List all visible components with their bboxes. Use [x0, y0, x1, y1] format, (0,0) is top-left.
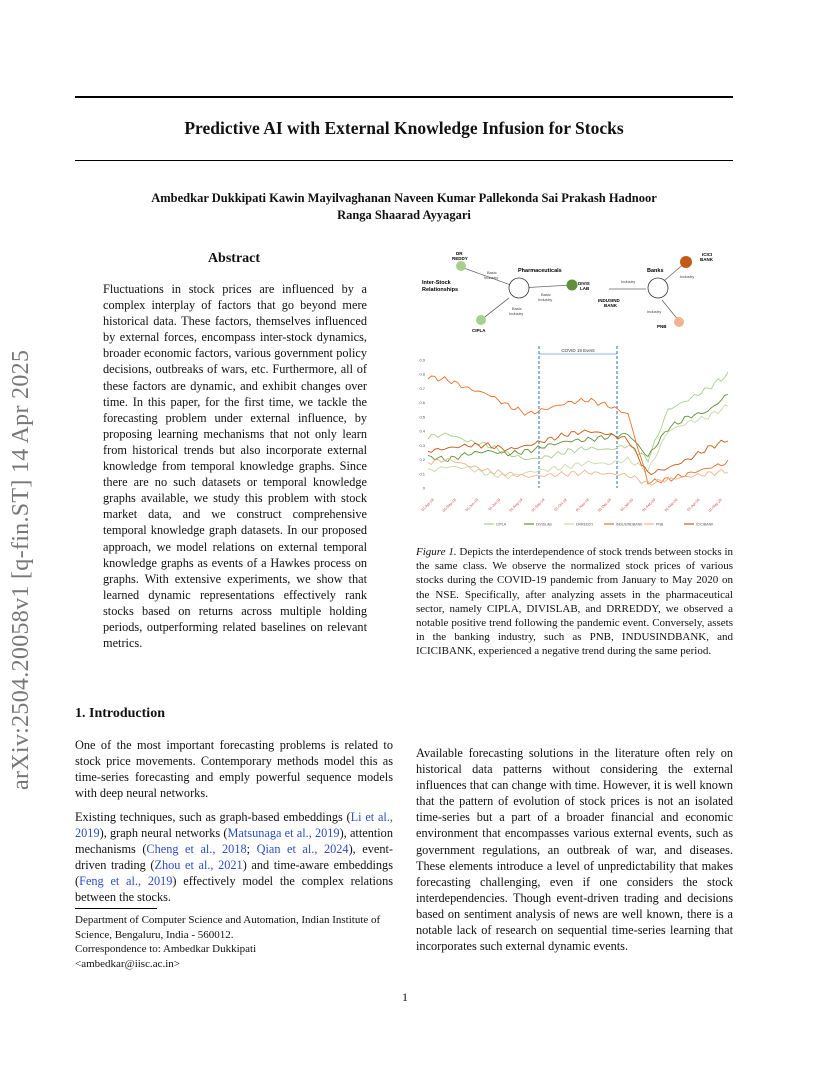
y-tick-label: 0: [422, 485, 425, 491]
citation-link[interactable]: Qian et al., 2024: [256, 842, 349, 856]
pnb-label: PNB: [657, 324, 667, 329]
y-tick-label: 0.1: [419, 471, 425, 477]
intro-paragraph-2: [75, 809, 393, 905]
citation-link[interactable]: Cheng et al., 2018: [146, 842, 247, 856]
text-run: ), attention mechanisms (: [75, 826, 393, 856]
banks-label: Banks: [647, 268, 664, 274]
authors-line-1: Ambedkar Dukkipati Kawin Mayilvaghanan Naveen Kumar Pallekonda Sai Prakash Hadnoor: [151, 191, 657, 205]
intro-paragraph-1: One of the most important forecasting problems is related to stock price movements. Contemporary methods model this as time-series forecasting and emply powerful sequence models with deep neural networks.: [75, 738, 393, 800]
x-tick-label: 01-Feb-20: [641, 497, 657, 513]
abstract-heading: Abstract: [207, 251, 261, 266]
page-number: 1: [402, 990, 408, 1004]
edge-label-industry-1: Industry: [621, 279, 636, 284]
citation-link[interactable]: Zhou et al., 2021: [154, 858, 243, 872]
series-line-pnb: [428, 458, 728, 485]
x-tick-label: 01-Aug-19: [508, 497, 524, 513]
arxiv-stamp: arXiv:2504.20058v1 [q-fin.ST] 14 Apr 2025: [8, 349, 34, 790]
title-bottom-rule: [75, 160, 733, 161]
x-tick-label: 01-Nov-19: [575, 497, 590, 513]
figure-caption-text: Depicts the interdependence of stock trends between stocks in the same class. We observe the normalized stock prices of various stocks during the COVID-19 pandemic from January to May 2020 on the NSE. Specifically, after analyzing assets in the pharmaceutical sector, namely CIPLA, DIVISLAB, and DRREDDY, we observed a notable positive trend following the pandemic event. Conversely, assets in the banking industry, such as PNB, INDUSINDBANK, and ICICIBANK, experienced a negative trend during the same period.: [416, 546, 734, 658]
figure-label: Figure 1.: [416, 546, 457, 558]
edge-label-industry-3: Industry: [647, 309, 662, 314]
x-tick-label: 01-May-19: [441, 497, 457, 513]
text-run: ), graph neural networks (: [99, 826, 228, 840]
title-top-rule: [75, 96, 733, 98]
text-run: ) effectively model the complex relations between the stocks.: [75, 874, 393, 904]
legend-label: DRREDDY: [576, 522, 594, 527]
icicibank-label: ICICI BANK: [700, 252, 713, 262]
series-line-divislab: [428, 395, 728, 462]
y-tick-label: 0.2: [419, 457, 425, 463]
figure-1: [414, 248, 734, 538]
y-tick-label: 0.8: [419, 371, 425, 377]
section-heading: 1. Introduction: [75, 706, 165, 721]
series-line-drreddy: [428, 405, 728, 479]
cipla-node: [476, 315, 486, 325]
x-tick-label: 01-May-20: [707, 497, 723, 513]
legend-label: PNB: [656, 522, 664, 527]
authors-line-2: Ranga Shaarad Ayyagari: [337, 208, 471, 222]
pharma-hub-node: [509, 278, 529, 298]
divislab-label: DIVIS LAB: [578, 281, 590, 291]
pnb-node: [674, 317, 684, 327]
citation-link[interactable]: Matsunaga et al., 2019: [227, 826, 340, 840]
y-tick-label: 0.3: [419, 442, 425, 448]
abstract-text: Fluctuations in stock prices are influenced by a complex interplay of factors that go beyond mere historical data. These factors, themselves influenced by external forces, encompass inter-stock dynamics, broader economic factors, various government policy decisions, outbreaks of wars, etc. Furthermore, all of these factors are dynamic, and exhibit changes over time. In this paper, for the first time, we tackle the forecasting problem under external influence, by proposing learning mechanisms that not only learn from historical trends but also incorporate external knowledge from temporal knowledge graphs. Since there are no such datasets or temporal knowledge graphs available, we study this problem with stock market data, and we construct comprehensive temporal knowledge graph datasets. In our proposed approach, we model relations on external temporal knowledge graphs as events of a Hawkes process on graphs. With extensive experiments, we show that learned dynamic representations effectively rank stocks based on returns across multiple holding periods, outperforming related baselines on relevant metrics.: [103, 282, 367, 651]
footnote-affiliation: Department of Computer Science and Automation, Indian Institute of Science, Bengaluru, India - 560012.: [75, 914, 381, 941]
text-run: ) and time-aware embeddings (: [75, 858, 393, 888]
text-run: ), event-driven trading (: [75, 842, 394, 872]
drreddy-label: DR REDDY: [452, 251, 468, 261]
y-tick-label: 0.5: [419, 414, 425, 420]
series-line-cipla: [428, 372, 728, 462]
footnote-rule: [75, 908, 157, 909]
x-tick-label: 01-Sep-19: [530, 497, 546, 513]
x-tick-label: 01-Jun-19: [464, 497, 480, 513]
y-tick-label: 0.6: [419, 400, 425, 406]
legend-label: INDUSINDBANK: [616, 522, 643, 527]
y-tick-label: 0.7: [419, 385, 425, 391]
footnote-correspondence: Correspondence to: Ambedkar Dukkipati: [75, 943, 257, 955]
indusindbank-label: INDUSIND BANK: [598, 298, 620, 308]
covid-annotation: COVID 19 Event: [561, 348, 595, 353]
legend-label: DIVISLAB: [536, 522, 552, 527]
y-tick-label: 0.4: [419, 428, 425, 434]
drreddy-node: [456, 261, 466, 271]
text-run: ;: [246, 842, 257, 856]
series-line-indusindbank: [428, 376, 728, 484]
icicibank-node: [680, 256, 692, 268]
x-tick-label: 01-Mar-20: [663, 497, 679, 513]
divislab-node: [567, 280, 578, 291]
legend-label: ICICIBANK: [696, 522, 714, 527]
text-run: Existing techniques, such as graph-based embeddings (: [75, 810, 351, 824]
pharma-label: Pharmaceuticals: [518, 268, 562, 274]
citation-link[interactable]: Feng et al., 2019: [79, 874, 173, 888]
banks-hub-node: [648, 278, 668, 298]
edge-label-basic-3: Basic Industry: [509, 306, 524, 316]
footnote-email: <ambedkar@iisc.ac.in>: [75, 957, 180, 970]
figure-caption: [416, 545, 733, 659]
edge-label-basic-1: Basic Industry: [484, 270, 499, 280]
citation-link[interactable]: Li et al., 2019: [75, 810, 393, 840]
x-tick-label: 01-Apr-20: [686, 497, 701, 513]
x-tick-label: 01-Oct-19: [553, 497, 568, 513]
paper-title: Predictive AI with External Knowledge Infusion for Stocks: [184, 118, 624, 138]
x-tick-label: 01-Jan-20: [619, 497, 635, 513]
x-tick-label: 01-Apr-19: [420, 497, 435, 513]
author-list: [75, 190, 733, 224]
edge-label-basic-2: Basic Industry: [538, 292, 553, 302]
inter-stock-label: Inter-Stock Relationships: [422, 280, 459, 293]
footnote: [75, 913, 393, 971]
x-tick-label: 01-Jul-19: [487, 497, 502, 512]
right-column-paragraph: Available forecasting solutions in the literature often rely on historical data patterns without considering the external influences that can change with time. However, it is well known that the pattern of evolution of stock prices is not an isolated time-series but a part of a broader financial and economic environment that encompasses various external events, such as government regulations, an outbreak of war, and diseases. These elements introduce a level of unpredictability that makes forecasting challenging, even if one considers the stock interdependencies. Though event-driven trading and decisions based on sentiment analysis of news are well known, there is a notable lack of research on sequential time-series learning that incorporates such external dynamic events.: [416, 746, 733, 954]
legend-label: CIPLA: [496, 522, 507, 527]
x-tick-label: 01-Dec-19: [597, 497, 612, 513]
series-line-icicibank: [428, 430, 728, 475]
stock-price-chart: [419, 346, 728, 527]
cipla-label: CIPLA: [472, 328, 486, 333]
edge-label-industry-2: Industry: [680, 274, 695, 279]
y-tick-label: 0.9: [419, 357, 425, 363]
stock-relationship-graph: [422, 251, 714, 333]
